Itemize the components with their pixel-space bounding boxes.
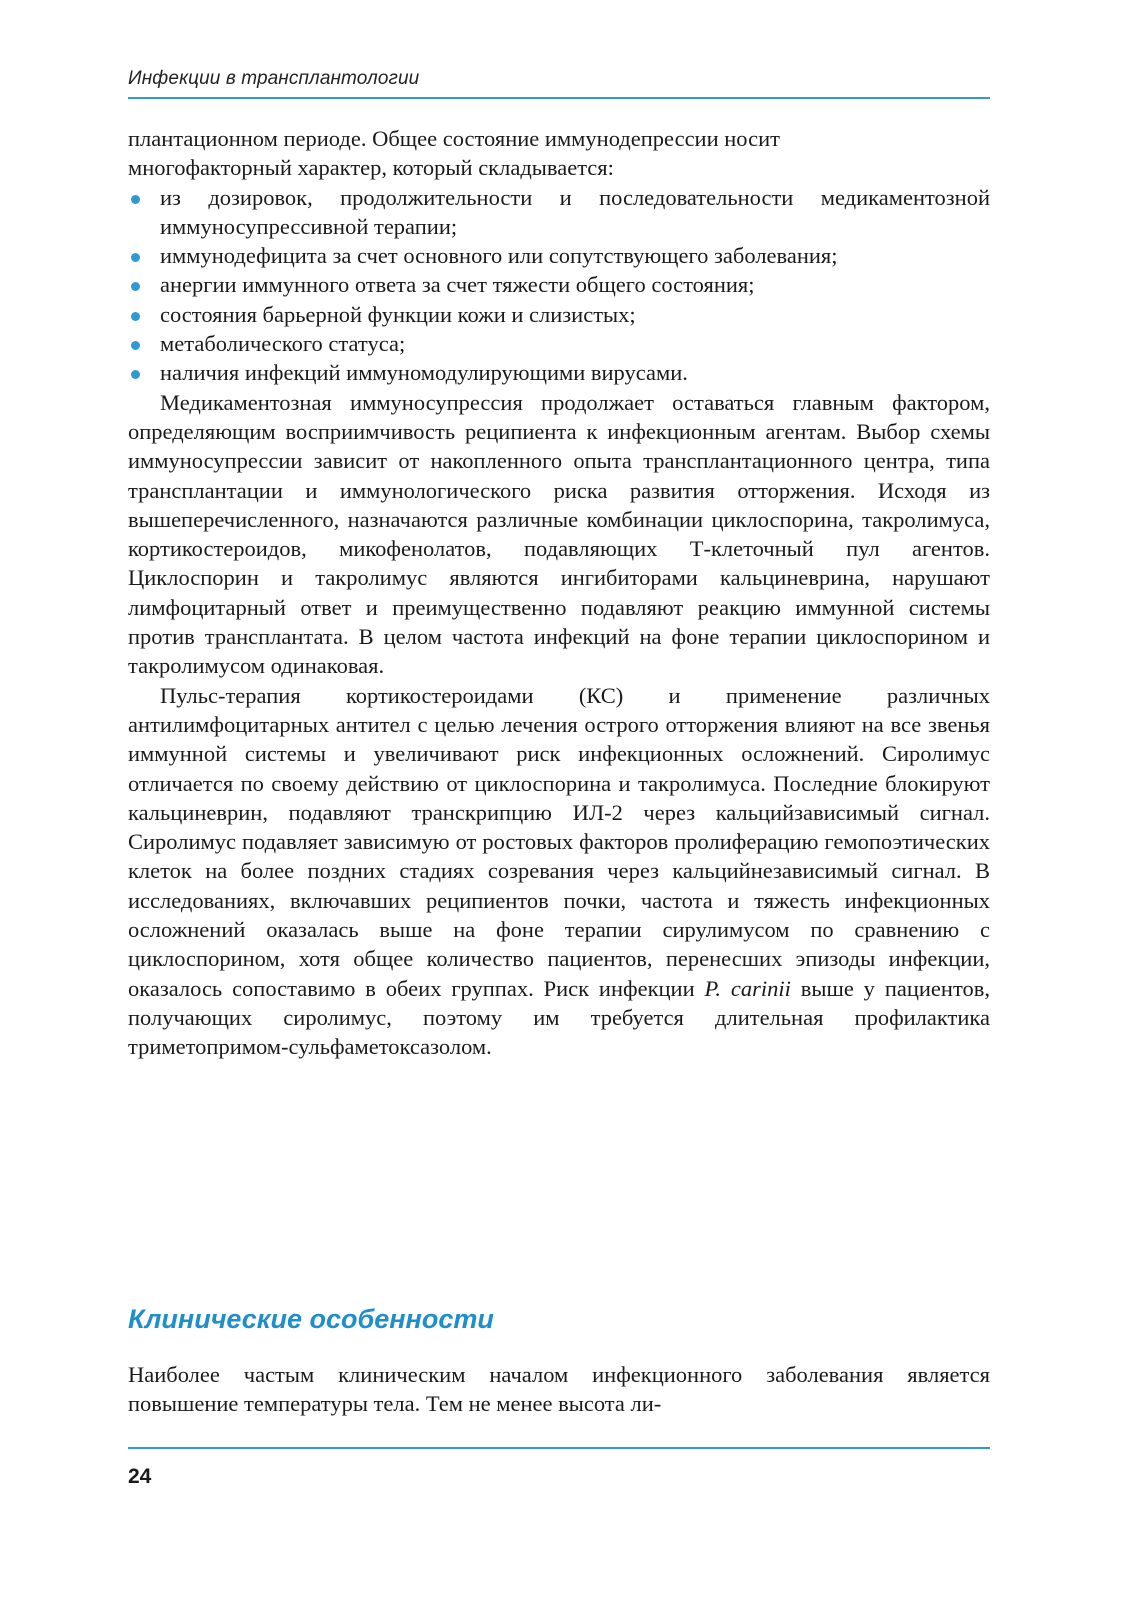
list-item-text: наличия инфекций иммуномодулирующими вирусами. [160, 360, 688, 386]
bullet-list [128, 183, 990, 388]
bullet-icon [131, 253, 140, 262]
intro-line: многофакторный характер, который складывается: [128, 155, 614, 181]
list-item-text: метаболического статуса; [160, 331, 406, 357]
page-number: 24 [128, 1465, 152, 1488]
list-item [128, 358, 990, 387]
list-item-text: состояния барьерной функции кожи и слизистых; [160, 301, 636, 327]
list-item [128, 270, 990, 299]
bullet-icon [131, 370, 140, 379]
list-item-text: анергии иммунного ответа за счет тяжести общего состояния; [160, 272, 755, 298]
bullet-icon [131, 282, 140, 291]
list-item [128, 300, 990, 329]
section-paragraph: Наиболее частым клиническим началом инфекционного заболевания является повышение температуры тела. Тем не менее высота ли- [128, 1362, 990, 1417]
header-rule [128, 97, 990, 99]
intro-paragraph [128, 124, 990, 183]
bullet-icon [131, 312, 140, 321]
section-heading: Клинические особенности [128, 1304, 494, 1334]
list-item [128, 183, 990, 242]
list-item [128, 329, 990, 358]
footer-rule [128, 1447, 990, 1449]
running-header: Инфекции в трансплантологии [128, 68, 420, 89]
main-body [128, 124, 990, 1062]
bullet-icon [131, 195, 140, 204]
bullet-icon [131, 341, 140, 350]
list-item-text: из дозировок, продолжительности и последовательности медикаментозной иммуносупрессивной терапии; [160, 184, 990, 239]
paragraph-pulse-therapy [128, 681, 990, 1062]
pathogen-name: P. carinii [704, 975, 791, 1001]
paragraph-text: Пульс-терапия кортикостероидами (КС) и применение различных антилимфоцитарных антител с целью лечения острого отторжения влияют на все звенья иммунной системы и увеличивают риск инфекционных осложнений. Сиролимус отличается по своему действию от циклоспорина и такролимуса. Последние блокируют кальциневрин, подавляют транскрипцию ИЛ-2 через кальцийзависимый сигнал. Сиролимус подавляет зависимую от ростовых факторов пролиферацию гемопоэтических клеток на более поздних стадиях созревания через кальцийнезависимый сигнал. В исследованиях, включавших реципиентов почки, частота и тяжесть инфекционных осложнений оказалась выше на фоне терапии сирулимусом по сравнению с циклоспорином, хотя общее количество пациентов, перенесших эпизоды инфекции, оказалось сопоставимо в обеих группах. Риск инфекции [128, 682, 990, 1001]
intro-line: плантационном периоде. Общее состояние иммунодепрессии носит [128, 126, 780, 151]
list-item [128, 241, 990, 270]
paragraph-text: выше у пациентов, получающих сиролимус, поэтому им требуется длительная профилактика триметопримом-сульфаметоксазолом. [128, 975, 990, 1060]
paragraph-immunosuppression: Медикаментозная иммуносупрессия продолжает оставаться главным фактором, определяющим восприимчивость реципиента к инфекционным агентам. Выбор схемы иммуносупрессии зависит от накопленного опыта трансплантационного центра, типа трансплантации и иммунологического риска развития отторжения. Исходя из вышеперечисленного, назначаются различные комбинации циклоспорина, такролимуса, кортикостероидов, микофенолатов, подавляющих Т-клеточный пул агентов. Циклоспорин и такролимус являются ингибиторами кальциневрина, нарушают лимфоцитарный ответ и преимущественно подавляют реакцию иммунной системы против трансплантата. В целом частота инфекций на фоне терапии циклоспорином и такролимусом одинаковая. [128, 389, 990, 679]
list-item-text: иммунодефицита за счет основного или сопутствующего заболевания; [160, 243, 838, 269]
